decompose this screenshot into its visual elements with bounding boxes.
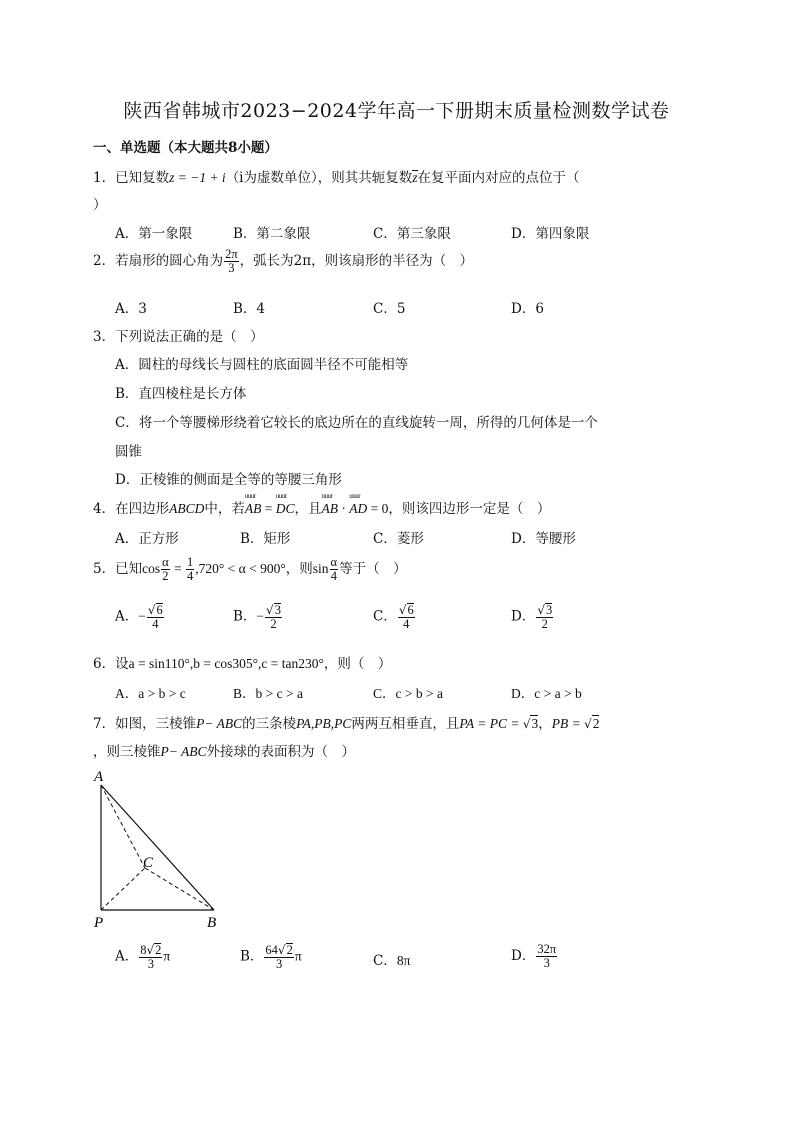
q5-text-1: 已知 [115,561,143,578]
q5-option-d [511,603,554,631]
q1-text-1: 已知复数 [115,170,170,186]
q7-option-c-value: 8π [396,953,411,968]
q7-option-a-label: A． [115,948,139,965]
q5-option-c-frac [398,603,415,631]
edge-ab [101,785,214,910]
q5-option-a-label: A． [115,608,139,625]
q7-option-d-label: D． [511,948,536,965]
q4-abcd: ABCD [169,501,205,516]
q5-option-a [115,603,165,631]
q2-text-2: ，弧长为2π，则该扇形的半径为（ ） [239,253,474,270]
q7-number: 7． [93,716,116,732]
q6-formula: a = sin110°,b = cos305°,c = tan230° [128,656,324,671]
q7-option-a-frac [139,943,162,971]
q5-option-b-num: √3 [266,603,281,617]
q7-option-b-label: B． [240,948,264,965]
question-2 [93,248,473,275]
question-3 [93,325,264,345]
q7-option-b-radicand: 2 [286,943,293,957]
q4-option-d: D．等腰形 [511,531,576,547]
q5-frac-alpha-4 [330,556,339,583]
q5-option-d-frac [536,603,553,631]
question-1 [93,166,580,186]
q4-vector-ad: uuur AD [349,501,367,517]
question-7: 7．如图，三棱锥P− ABC的三条棱PA,PB,PC两两互相垂直，且PA = PC = √3，PB = √2 [93,716,600,732]
q5-number: 5． [93,561,116,578]
q3-number: 3． [93,329,116,345]
q5-option-b-sign: − [256,608,265,624]
q5-frac-alpha-2-num: α [162,555,169,569]
q6-number: 6． [93,656,116,672]
q1-option-a: A．第一象限 [115,226,193,242]
q4-option-c: C．菱形 [373,531,424,547]
q5-sin: sin [312,561,329,577]
q5-range: ,720° < α < 900° [195,561,286,577]
q1-option-d: D．第四象限 [511,226,590,242]
q5-text-2: ，则 [285,561,313,578]
q5-option-d-den: 2 [541,617,548,632]
q7-option-c-label: C． [373,953,397,969]
q7-option-a [115,943,170,971]
q2-option-c: C．5 [373,301,406,317]
q7-option-a-pi: π [163,948,171,964]
q2-frac-num: 2π [225,247,238,261]
q7-option-a-radicand: 2 [155,943,162,957]
q5-option-a-radicand: 6 [156,603,163,617]
q7-cond-1: PA = PC = [459,716,523,731]
question-4 [93,497,550,517]
q7-text-3: 两两互相垂直，且 [351,716,460,732]
label-p: P [94,915,104,931]
q7-option-b-num: 64√2 [265,943,293,957]
question-7-cont [93,740,355,760]
q4-vector-ab-2: uuur AB [321,501,338,517]
q2-option-a: A．3 [115,301,147,317]
q3-text: 下列说法正确的是（ ） [115,329,264,345]
q1-conjugate-z: z [412,170,418,185]
q7-option-c [373,949,410,969]
q5-option-a-num: √6 [147,603,163,617]
q2-text-1: 若扇形的圆心角为 [115,253,224,270]
q5-option-c [373,603,416,631]
q3-option-b: B．直四棱柱是长方体 [115,386,247,402]
q3-option-d: D．正棱锥的侧面是全等的等腰三角形 [115,472,342,488]
q7-option-b-pi: π [294,948,302,964]
q5-option-a-frac [147,603,164,631]
q5-option-c-radicand: 6 [407,603,414,617]
q1-option-b: B．第二象限 [233,226,311,242]
q2-fraction [224,248,239,275]
q7-comma: ， [538,716,552,732]
q6-option-b: B．b > c > a [233,686,303,701]
q7-pabc: P− ABC [196,716,243,731]
q5-frac-alpha-2 [161,556,170,583]
q5-option-b-label: B． [233,608,257,625]
q7-option-b [240,943,302,971]
edge-cb [145,868,214,910]
q5-option-d-label: D． [511,608,536,625]
label-a: A [94,769,104,785]
q5-option-d-num: √3 [537,603,553,617]
q7-option-a-num: 8√2 [140,943,162,957]
q5-option-b [233,603,283,631]
q5-frac-alpha-2-den: 2 [162,569,169,584]
q3-option-c: C．将一个等腰梯形绕着它较长的底边所在的直线旋转一周，所得的几何体是一个 [115,415,598,431]
q7-sqrt2: 2 [592,716,600,731]
q4-number: 4． [93,501,116,517]
q5-text-3: 等于（ ） [339,561,407,578]
question-6 [93,652,391,672]
q7-option-d-frac [536,943,557,970]
section-heading: 一、单选题（本大题共8小题） [93,140,278,156]
q5-frac-quarter-num: 1 [187,555,194,569]
q4-text-1: 在四边形 [115,501,170,517]
q2-option-d: D．6 [511,301,544,317]
q7-option-b-coef: 64 [265,943,278,957]
q4-option-a: A．正方形 [115,531,179,547]
q1-text-2: （i为虚数单位），则其共轭复数 [225,170,413,186]
q5-option-c-den: 4 [403,617,410,632]
q6-option-c: C．c > b > a [373,686,443,701]
q4-text-2: 中，若 [204,501,245,517]
q5-frac-quarter [186,556,194,583]
q4-dot: · [337,501,350,516]
q4-zero: = 0 [367,501,389,516]
q4-text-5: ，则该四边形一定是（ ） [388,501,551,517]
q4-vector-dc: uuur DC [276,501,295,517]
q1-number: 1． [93,170,116,186]
q6-text-2: ，则（ ） [323,656,392,672]
q7-option-d-num: 32π [537,942,557,956]
q1-text-3: 在复平面内对应的点位于（ [417,170,580,186]
q4-equals: = [261,501,276,516]
q4-text-3: ，且 [294,501,322,517]
q7-text-4: ，则三棱锥 [93,744,161,760]
q1-formula: z = −1 + i [169,170,226,185]
edge-pc [101,868,145,910]
label-c: C [143,855,154,871]
q6-option-d: D．c > a > b [511,686,582,701]
q2-frac-den: 3 [228,261,235,276]
q7-text-5: 外接球的表面积为（ ） [206,744,355,760]
q7-pabc-2: P− ABC [160,744,207,759]
q5-frac-alpha-4-num: α [330,555,338,569]
q5-option-a-sign: − [138,608,146,624]
q6-option-a: A．a > b > c [115,686,186,701]
q2-option-b: B．4 [233,301,266,317]
q7-sqrt3: 3 [531,716,539,731]
q7-option-b-frac [264,943,293,971]
tetrahedron-figure [88,768,228,933]
q5-option-c-num: √6 [398,603,414,617]
q5-option-b-frac [265,603,282,631]
q7-text-1: 如图，三棱锥 [115,716,197,732]
q7-text-2: 的三条棱 [242,716,297,732]
q6-text-1: 设 [115,656,129,672]
q4-vector-ab: uuur AB [245,501,262,517]
page-title: 陕西省韩城市2023−2024学年高一下册期末质量检测数学试卷 [123,100,670,122]
q5-option-a-den: 4 [152,617,159,632]
q5-option-d-radicand: 3 [545,603,553,617]
q7-option-a-coef: 8 [140,943,147,957]
q3-option-a: A．圆柱的母线长与圆柱的底面圆半径不可能相等 [115,357,409,373]
q7-cond-2: PB = [551,716,585,731]
q5-frac-alpha-4-den: 4 [330,569,337,584]
q5-option-c-label: C． [373,608,397,625]
label-b: B [207,915,217,931]
q5-option-b-radicand: 3 [274,603,281,617]
q4-option-b: B．矩形 [240,531,291,547]
q3-option-c-cont: 圆锥 [115,444,142,460]
q5-cos: cos [142,561,161,577]
q5-equals: = [170,561,186,577]
q5-frac-quarter-den: 4 [187,569,194,584]
q7-edges: PA,PB,PC [296,716,352,731]
q7-option-a-den: 3 [147,957,154,972]
q7-option-d [511,943,558,970]
q2-number: 2． [93,253,116,270]
question-5 [93,556,407,583]
q7-option-b-den: 3 [276,957,283,972]
q1-close-paren: ） [93,197,107,213]
q7-option-d-den: 3 [543,956,550,971]
q1-option-c: C．第三象限 [373,226,451,242]
q5-option-b-den: 2 [270,617,277,632]
